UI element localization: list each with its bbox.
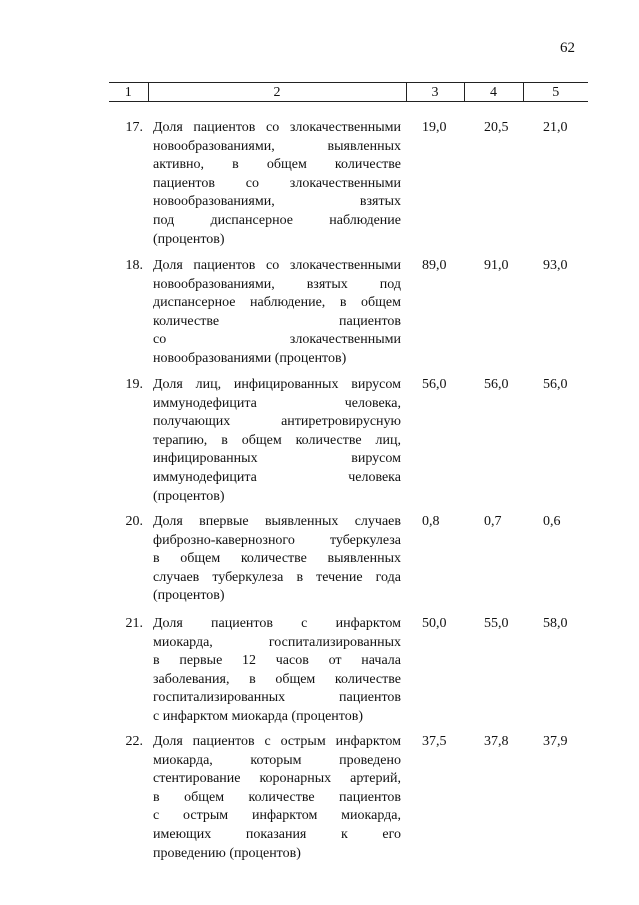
indicator-description — [153, 513, 401, 606]
value-col-3: 19,0 — [422, 120, 447, 135]
description-line: Доля пациентов с острым инфарктом — [153, 734, 401, 749]
description-line: (процентов) — [153, 231, 225, 247]
page-number: 62 — [560, 40, 575, 56]
description-line: иммунодефицита человека — [153, 469, 401, 485]
description-line: пациентов со злокачественными — [153, 175, 401, 191]
description-line: заболевания, в общем количестве — [153, 671, 401, 687]
description-line: в первые 12 часов от начала — [153, 653, 401, 669]
value-col-4: 20,5 — [484, 120, 509, 135]
description-line: имеющих показания к его — [153, 826, 401, 842]
description-line: под диспансерное наблюдение — [153, 212, 401, 228]
row-number: 22. — [125, 734, 143, 749]
value-col-4: 56,0 — [484, 377, 509, 392]
header-col-3: 3 — [406, 83, 464, 102]
description-line: количестве пациентов — [153, 313, 401, 329]
description-line: диспансерное наблюдение, в общем — [153, 295, 401, 311]
value-col-3: 50,0 — [422, 616, 447, 631]
description-line: с острым инфарктом миокарда, — [153, 808, 401, 824]
table-header — [109, 82, 588, 102]
row-number: 21. — [125, 616, 143, 631]
description-line: активно, в общем количестве — [153, 157, 401, 173]
description-line: новообразованиями, взятых под — [153, 276, 401, 292]
description-line: терапию, в общем количестве лиц, — [153, 432, 401, 448]
value-col-4: 37,8 — [484, 734, 509, 749]
value-col-3: 0,8 — [422, 514, 440, 529]
indicator-description — [153, 615, 401, 727]
description-line: Доля пациентов со злокачественными — [153, 258, 401, 273]
description-line: миокарда, госпитализированных — [153, 634, 401, 650]
description-line: новообразованиями, взятых — [153, 194, 401, 210]
description-line: Доля пациентов со злокачественными — [153, 120, 401, 135]
description-line: фиброзно-кавернозного туберкулеза — [153, 532, 401, 548]
description-line: проведению (процентов) — [153, 845, 301, 861]
header-col-5: 5 — [523, 83, 588, 102]
header-col-2: 2 — [148, 83, 406, 102]
value-col-5: 58,0 — [543, 616, 568, 631]
indicator-description — [153, 376, 401, 506]
value-col-5: 0,6 — [543, 514, 561, 529]
indicator-description — [153, 733, 401, 863]
description-line: случаев туберкулеза в течение года — [153, 569, 401, 585]
indicator-description — [153, 257, 401, 369]
description-line: стентирование коронарных артерий, — [153, 771, 401, 787]
description-line: иммунодефицита человека, — [153, 395, 401, 411]
description-line: в общем количестве выявленных — [153, 551, 401, 567]
description-line: новообразованиями, выявленных — [153, 138, 401, 154]
description-line: Доля лиц, инфицированных вирусом — [153, 377, 401, 392]
row-number: 19. — [125, 377, 143, 392]
header-col-4: 4 — [464, 83, 523, 102]
row-number: 20. — [125, 514, 143, 529]
description-line: миокарда, которым проведено — [153, 752, 401, 768]
value-col-3: 37,5 — [422, 734, 447, 749]
value-col-3: 56,0 — [422, 377, 447, 392]
value-col-5: 93,0 — [543, 258, 568, 273]
value-col-4: 55,0 — [484, 616, 509, 631]
description-line: Доля впервые выявленных случаев — [153, 514, 401, 529]
value-col-3: 89,0 — [422, 258, 447, 273]
header-col-1: 1 — [109, 83, 148, 102]
description-line: госпитализированных пациентов — [153, 690, 401, 706]
description-line: инфицированных вирусом — [153, 451, 401, 467]
row-number: 18. — [125, 258, 143, 273]
description-line: со злокачественными — [153, 332, 401, 348]
value-col-5: 37,9 — [543, 734, 568, 749]
description-line: получающих антиретровирусную — [153, 414, 401, 430]
value-col-4: 0,7 — [484, 514, 502, 529]
description-line: в общем количестве пациентов — [153, 789, 401, 805]
value-col-5: 21,0 — [543, 120, 568, 135]
value-col-4: 91,0 — [484, 258, 509, 273]
row-number: 17. — [125, 120, 143, 135]
description-line: с инфарктом миокарда (процентов) — [153, 708, 363, 724]
description-line: Доля пациентов с инфарктом — [153, 616, 401, 631]
description-line: новообразованиями (процентов) — [153, 350, 347, 366]
value-col-5: 56,0 — [543, 377, 568, 392]
indicator-description — [153, 119, 401, 249]
description-line: (процентов) — [153, 488, 225, 504]
description-line: (процентов) — [153, 588, 225, 604]
